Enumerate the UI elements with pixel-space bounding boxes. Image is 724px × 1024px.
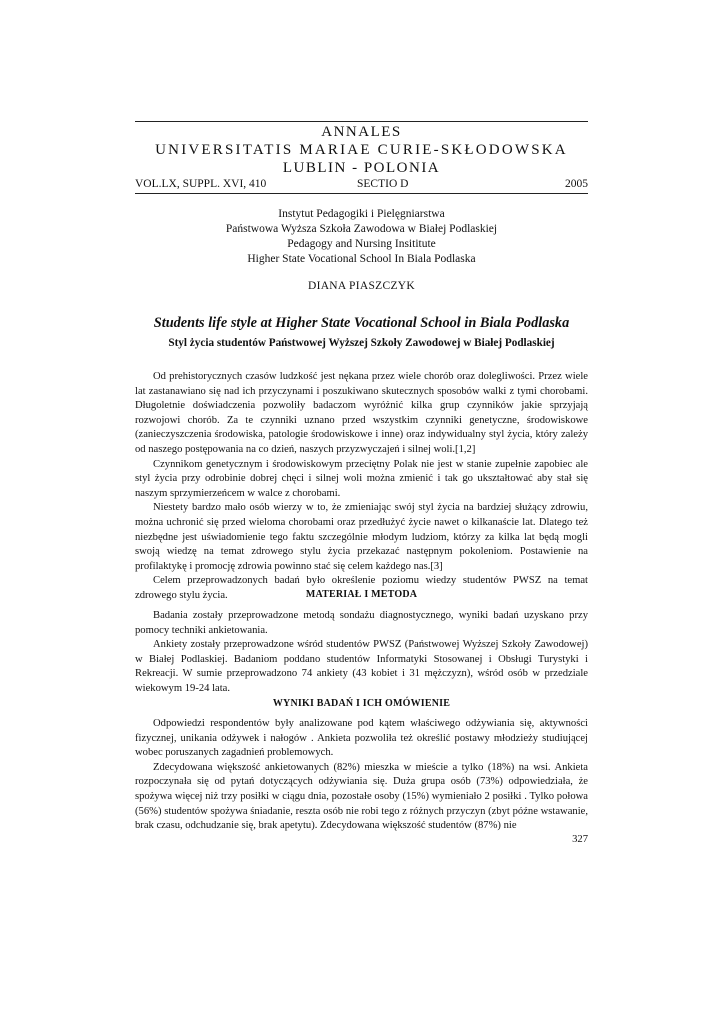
- masthead-city: LUBLIN - POLONIA: [282, 160, 441, 176]
- author-name: DIANA PIASZCZYK: [307, 280, 416, 292]
- article-title-polish: Styl życia studentów Państwowej Wyższej Szkoły Zawodowej w Białej Podlaskiej: [168, 337, 555, 349]
- masthead-annales: ANNALES: [321, 124, 402, 140]
- section-heading-methods: MATERIAŁ I METODA: [305, 589, 418, 600]
- methods-section: [135, 609, 588, 697]
- institute-line-3: Pedagogy and Nursing Insititute: [287, 238, 436, 250]
- section-heading-results: WYNIKI BADAŃ I ICH OMÓWIENIE: [272, 698, 451, 709]
- sectio-label: SECTIO D: [357, 178, 409, 190]
- results-paragraph: Zdecydowana większość ankietowanych (82%) mieszka w mieście a tylko (18%) na wsi. Ankieta rozpoczynała się od pytań dotyczących odżywiania się. Duża grupa osób (73%) odpowiedziała, że spożywa więcej niż trzy posiłki w ciągu dnia, pozostałe osoby (15%) wymieniało 2 posiłki . Tylko połowa (56%) studentów spożywa śniadanie, reszta osób nie robi tego z różnych przyczyn (zbyt późne wstawanie, brak czasu, odchudzanie się, brak apetytu). Zdecydowana większość studentów (87%) nie: [135, 761, 588, 832]
- top-rule: [135, 121, 588, 122]
- methods-paragraph: Ankiety zostały przeprowadzone wśród studentów PWSZ (Państwowej Wyższej Szkoły Zawodowej) w Białej Podlaskiej. Badaniom poddano studentów Informatyki Stosowanej i Obsługi Turystyki i Rekreacji. W sumie przeprowadzono 74 ankiety (43 kobiet i 31 mężczyzn), wśród osób w przedziale wiekowym 19-24 lata.: [135, 639, 588, 694]
- methods-paragraph: Badania zostały przeprowadzone metodą sondażu diagnostycznego, wyniki badań uzyskano przy pomocy techniki ankietowania.: [135, 610, 588, 636]
- masthead-university: UNIVERSITATIS MARIAE CURIE-SKŁODOWSKA: [155, 142, 568, 158]
- intro-paragraph: Celem przeprowadzonych badań było określenie poziomu wiedzy studentów PWSZ na temat zdrowego stylu życia.: [135, 575, 588, 601]
- institute-line-4: Higher State Vocational School In Biala Podlaska: [247, 253, 476, 265]
- results-paragraph: Odpowiedzi respondentów były analizowane pod kątem właściwego odżywiania się, aktywności fizycznej, unikania odżywek i nałogów . Ankieta pozwoliła też określić postawy młodzieży studiującej wobec poruszanych zagadnień problemowych.: [135, 718, 588, 759]
- volume-row: [135, 177, 588, 191]
- page-number: 327: [572, 834, 588, 845]
- publication-year: 2005: [565, 178, 588, 190]
- introduction: [135, 370, 588, 604]
- article-title-english: Students life style at Higher State Vocational School in Biala Podlaska: [153, 315, 570, 331]
- volume-number: VOL.LX, SUPPL. XVI, 410: [135, 178, 267, 190]
- institute-line-2: Państwowa Wyższa Szkoła Zawodowa w Białej Podlaskiej: [225, 223, 498, 235]
- intro-paragraph: Niestety bardzo mało osób wierzy w to, że zmieniając swój styl życia na bardziej służący zdrowiu, można uchronić się przed wieloma chorobami oraz przedłużyć życie nawet o kilkanaście lat. Dlatego też niezbędne jest uświadomienie tego faktu szczególnie młodym ludziom, którzy za kilka lat będą mogli swoją wiedzę na temat zdrowego stylu życia przekazać następnym pokoleniom. Postawienie na profilaktykę i promocję zdrowia powinno stać się celem każdego nas.[3]: [135, 502, 588, 572]
- intro-paragraph: Od prehistorycznych czasów ludzkość jest nękana przez wiele chorób oraz dolegliwości. Przez wiele lat zastanawiano się nad ich przyczynami i poszukiwano skutecznych sposobów walki z tymi chorobami. Długoletnie doświadczenia pozwoliły badaczom wyróżnić kilka grup czynników jakie sprzyjają rozwojowi chorób. Za te czynniki uznano przed wszystkim czynniki genetyczne, środowiskowe (zanieczyszczenia środowiska, patologie środowiskowe i inne) oraz indywidualny styl życia, który zależy od naszego postępowania na co dzień, naszych przyzwyczajeń i silnej woli.[1,2]: [135, 371, 588, 455]
- intro-paragraph: Czynnikom genetycznym i środowiskowym przeciętny Polak nie jest w stanie zupełnie zapobiec ale styl życia przy odrobinie dobrej chęci i silnej woli można zmienić i tak go ukształtować aby stał się naszym sprzymierzeńcem w walce z chorobami.: [135, 458, 588, 499]
- bottom-rule: [135, 193, 588, 194]
- institute-line-1: Instytut Pedagogiki i Pielęgniarstwa: [278, 208, 445, 220]
- results-section: [135, 717, 588, 834]
